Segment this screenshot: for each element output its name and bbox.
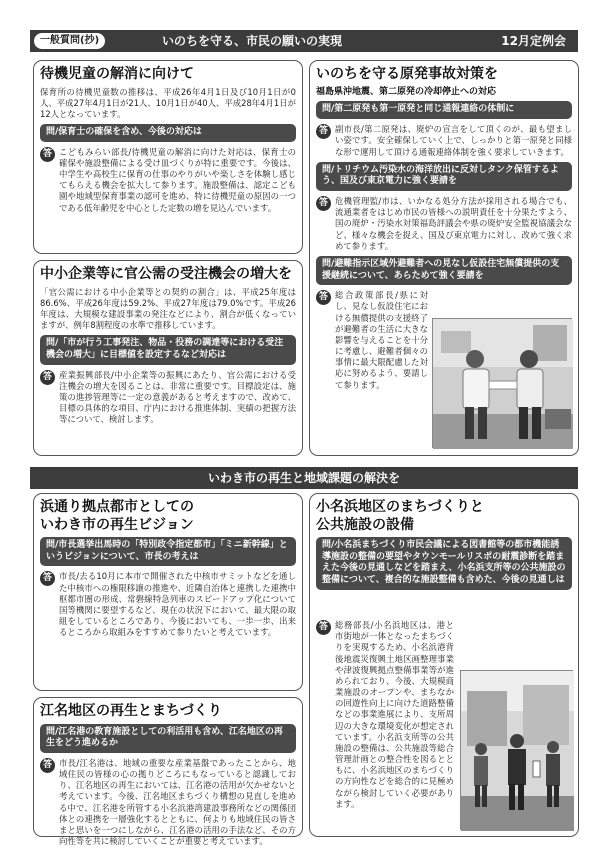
section-title: いわき市の再生と地域課題の解決を xyxy=(30,467,578,489)
answer xyxy=(316,196,572,252)
answer-mark: 答 xyxy=(316,620,331,635)
answer-mark: 答 xyxy=(40,758,55,773)
answer-text: 危機管理監/市は、いかなる処分方法が採用される場合でも、流通業者をはじめ市民の皆様への説明責任を十分果たすよう、国の廃炉・汚染水対策福島評議会や県の廃炉安全監視協議会など、様々な機会を捉え、国及び東京電力に対し、改めて強く求めて参ります。 xyxy=(335,196,572,251)
header-session: 12月定例会 xyxy=(501,34,566,48)
article-title-line1: 小名浜地区のまちづくりと xyxy=(316,499,484,515)
question-label: 問/保育士の確保を含め、今後の対応は xyxy=(40,124,296,142)
answer-mark: 答 xyxy=(40,370,55,385)
article-title-line2: いわき市の再生ビジョン xyxy=(40,516,194,533)
answer-mark: 答 xyxy=(40,147,55,162)
article-hamadori xyxy=(33,493,303,691)
answer-text: 市長/江名港は、地域の重要な産業基盤であったことから、地域住民の皆様の心の拠りどころにもなっていると認識しており、江名地区の再生においては、江名港の活用が欠かせないと考えています。今後、江名地区まちづくり構想の見直しを進める中で、江名港を所管する小名浜港湾建設事務所などの関係団体との連携を一層強化するとともに、何よりも地域住民の皆さまと思いを一つにしながら、江名港の活用の手法など、その方向性等を共に検討していくことが重要と考えています。 xyxy=(59,757,296,847)
article-body: 保育所の待機児童数の推移は、平成26年4月1日及び10月1日が0人、平成27年4月1日が21人、10月1日が40人、平成28年4月1日が12人となっています。 xyxy=(40,86,296,119)
answer-text: 産業振興部長/中小企業等の振興にあたり、官公需における受注機会の増大を図ることは、非常に重要です。目標設定は、施策の進捗管理等に一定の意義があると考えますので、改めて、目標の具体的な項目、庁内における推進体制、実績の把握方法等について、検討します。 xyxy=(59,369,296,425)
answer-text: 市長/去る10月に本市で開催された中核市サミットなどを通した中核市への権限移譲の推進や、近隣自治体と連携した連携中枢都市圏の形成、常磐線特急列車のスピードアップ化について国等機関に要望するなど、現在の状況下において、最大限の取組をしているところであり、今後においても、一歩一歩、出来るところから取組みをすすめて参りたいと考えています。 xyxy=(59,571,296,638)
answer-mark: 答 xyxy=(40,571,55,586)
answer xyxy=(316,124,572,158)
page-header xyxy=(30,30,578,52)
answer-mark: 答 xyxy=(316,290,331,305)
answer-text: 総合政策部長/県に対し、見なし仮設住宅における無償提供の支援終了が避難者の生活に大きな影響を与えることを十分に考慮し、避難者個々の事情に最大限配慮した対応に努めるよう、要請して参ります。 xyxy=(335,290,428,390)
article-chusho xyxy=(33,260,303,456)
header-tag: 一般質問(抄) xyxy=(34,33,105,49)
answer-text: こどもみらい部長/待機児童の解消に向けた対応は、保育士の確保や施設整備による受け皿づくりが特に重要です。今後は、中学生や高校生に保育の仕事のやりがいや楽しさを体験し感じてもらえる機会を拡大して参ります。施設整備は、認定こども園や地域型保育事業の認可を進め、特に待機児童の原因の一つである低年齢児を中心とした定数の増を見込んでいます。 xyxy=(59,146,296,213)
question-label: 問/「市が行う工事発注、物品・役務の調達等における受注機会の増大」に目標値を設定するなど対応は xyxy=(40,335,296,364)
answer xyxy=(316,290,428,391)
photo-street-speech xyxy=(460,670,573,830)
answer xyxy=(40,758,296,847)
answer xyxy=(40,370,296,426)
article-title: 待機児童の解消に向けて xyxy=(40,66,194,82)
question-label: 問/トリチウム汚染水の海洋放出に反対しタンク保管するよう、国及び東京電力に強く要請を xyxy=(316,162,572,191)
answer xyxy=(316,620,454,810)
article-body: 「官公需における中小企業等との契約の割合」は、平成25年度は86.6%、平成26年度は59.2%、平成27年度は79.0%です。平成26年度は、大規模な建設事業の発注などにより、割合が低くなっていますが、例年8割程度の水準で推移しています。 xyxy=(40,286,296,331)
answer-mark: 答 xyxy=(316,196,331,211)
question-label: 問/市長選挙出馬時の「特別政令指定都市」「ミニ新幹線」というビジョンについて、市長の考えは xyxy=(40,537,296,566)
question-label: 問/第二原発も第一原発と同じ通報連絡の体制に xyxy=(316,101,572,119)
article-title: 中小企業等に官公需の受注機会の増大を xyxy=(40,266,292,282)
article-taiki xyxy=(33,60,303,254)
question-label: 問/小名浜まちづくり市民会議による図書館等の都市機能誘導施設の整備の要望やタウンモールリスポの耐震診断を踏まえた今後の見通しなどを踏まえ、小名浜支所等の公共施設の整備について、複合的な施設整備も含めた、今後の見通しは xyxy=(316,537,572,590)
answer-text: 副市長/第二原発は、廃炉の宣言をして頂くのが、最も望ましい姿です。安全確保していく上で、しっかりと第一原発と同様な形で運用して頂ける通報連絡体制を強く要求していきます。 xyxy=(335,124,572,157)
article-subtitle: 福島県沖地震、第二原発の冷却停止への対応 xyxy=(316,86,497,97)
answer xyxy=(40,571,296,638)
header-title: いのちを守る、市民の願いの実現 xyxy=(162,34,343,48)
answer-text: 総務部長/小名浜地区は、港と市街地が一体となったまちづくりを実現するため、小名浜港背後地震災復興土地区画整理事業や津波復興拠点整備事業等が進められており、今後、大規模商業施設のオープンや、まちなかの回遊性向上に向けた道路整備などの事業進展により、支所周辺の大きな環境変化が想定されています。小名浜支所等の公共施設の整備は、公共施設等総合管理計画との整合性を図るとともに、小名浜地区のまちづくりの方向性などを総合的に見極めながら検討していく必要があります。 xyxy=(335,620,454,809)
article-title-line2: 公共施設の設備 xyxy=(316,516,414,533)
article-title: 江名地区の再生とまちづくり xyxy=(40,703,222,719)
article-title: いのちを守る原発事故対策を xyxy=(316,66,498,82)
article-enajima xyxy=(33,697,303,847)
question-label: 問/江名港の教育施設としての利活用も含め、江名地区の再生をどう進めるか xyxy=(40,724,296,753)
question-label: 問/避難指示区域外避難者への見なし仮設住宅無償提供の支援継続について、あらためて強く要請を xyxy=(316,256,572,285)
answer xyxy=(40,147,296,214)
photo-meeting xyxy=(432,318,572,448)
answer-mark: 答 xyxy=(316,124,331,139)
street-photo-image xyxy=(461,671,574,831)
meeting-photo-image xyxy=(433,319,573,449)
article-title-line1: 浜通り拠点都市としての xyxy=(40,499,194,515)
